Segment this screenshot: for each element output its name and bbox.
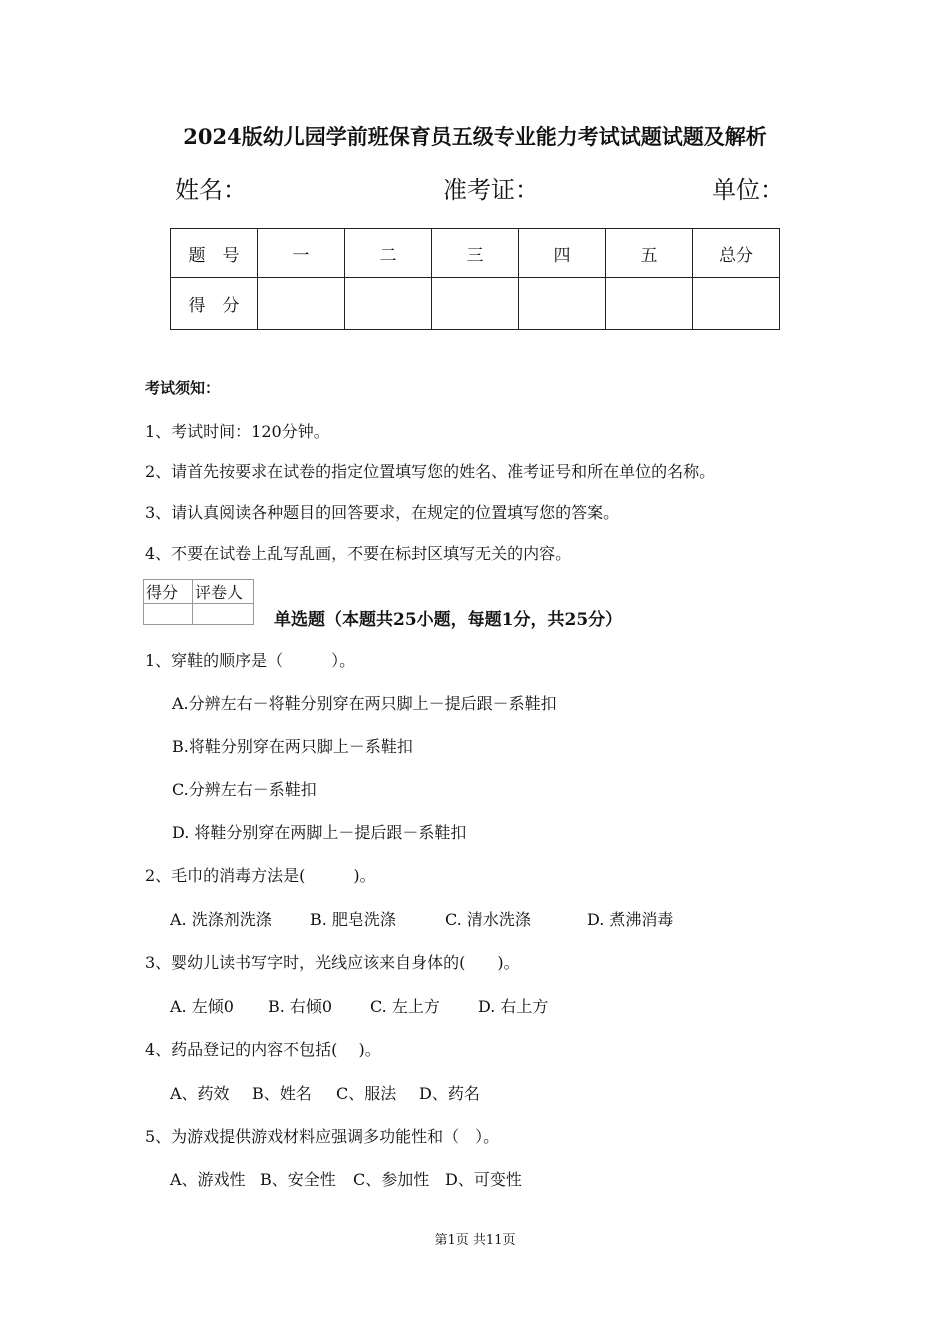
score-input-cell[interactable] [693,278,780,330]
score-table-score-row [171,278,780,330]
question-option: C. 左上方 [370,997,440,1016]
score-table-cell: 得 分 [171,278,258,330]
question-option: A、药效 [170,1084,230,1103]
question-stem: 4、药品登记的内容不包括( )。 [145,1040,381,1059]
score-table-cell: 题 号 [171,229,258,278]
score-table-cell: 三 [432,229,519,278]
question-option: D. 右上方 [478,997,549,1016]
question-option: B. 肥皂洗涤 [310,910,396,929]
question-option: A. 洗涤剂洗涤 [170,910,272,929]
question-option: D. 煮沸消毒 [587,910,674,929]
score-input-cell[interactable] [345,278,432,330]
notice-item: 4、不要在试卷上乱写乱画，不要在标封区填写无关的内容。 [145,544,572,563]
question-option: B. 右倾0 [268,997,333,1016]
question-option: A.分辨左右－将鞋分别穿在两只脚上－提后跟－系鞋扣 [172,694,557,713]
grader-name-label: 评卷人 [193,580,254,604]
notice-heading: 考试须知： [145,379,221,397]
question-option: B、安全性 [260,1170,336,1189]
question-option: D. 将鞋分别穿在两脚上－提后跟－系鞋扣 [172,823,467,842]
grader-score-label: 得分 [144,580,193,604]
question-option: A. 左倾0 [170,997,234,1016]
document-title: 2024版幼儿园学前班保育员五级专业能力考试试题试题及解析 [183,124,767,149]
notice-item: 3、请认真阅读各种题目的回答要求，在规定的位置填写您的答案。 [145,503,620,522]
unit-field-label: 单位： [712,176,784,204]
question-stem: 1、穿鞋的顺序是（ ）。 [145,651,356,670]
grader-name-cell[interactable] [193,604,254,625]
score-table-cell: 总分 [693,229,780,278]
score-input-cell[interactable] [432,278,519,330]
grader-score-cell[interactable] [144,604,193,625]
question-stem: 5、为游戏提供游戏材料应强调多功能性和（ ）。 [145,1127,500,1146]
notice-item: 2、请首先按要求在试卷的指定位置填写您的姓名、准考证号和所在单位的名称。 [145,462,716,481]
question-option: B.将鞋分别穿在两只脚上－系鞋扣 [172,737,413,756]
score-input-cell[interactable] [519,278,606,330]
exam-id-field-label: 准考证： [443,176,539,204]
question-stem: 3、婴幼儿读书写字时，光线应该来自身体的( )。 [145,953,520,972]
page-footer: 第1页 共11页 [434,1233,516,1248]
score-table-header-row [171,229,780,278]
score-input-cell[interactable] [606,278,693,330]
question-option: D、药名 [419,1084,480,1103]
score-table-cell: 二 [345,229,432,278]
notice-item: 1、考试时间：120分钟。 [145,422,330,441]
score-table-cell: 一 [258,229,345,278]
score-table [170,228,780,330]
question-option: D、可变性 [445,1170,522,1189]
score-table-cell: 五 [606,229,693,278]
score-input-cell[interactable] [258,278,345,330]
grader-box [143,579,254,625]
question-option: C.分辨左右－系鞋扣 [172,780,317,799]
question-option: B、姓名 [252,1084,312,1103]
question-option: A、游戏性 [170,1170,246,1189]
question-option: C、参加性 [353,1170,430,1189]
question-option: C、服法 [336,1084,397,1103]
name-field-label: 姓名： [175,176,247,204]
section-title: 单选题（本题共25小题，每题1分，共25分） [274,610,623,630]
question-stem: 2、毛巾的消毒方法是( )。 [145,866,376,885]
question-option: C. 清水洗涤 [445,910,531,929]
score-table-cell: 四 [519,229,606,278]
